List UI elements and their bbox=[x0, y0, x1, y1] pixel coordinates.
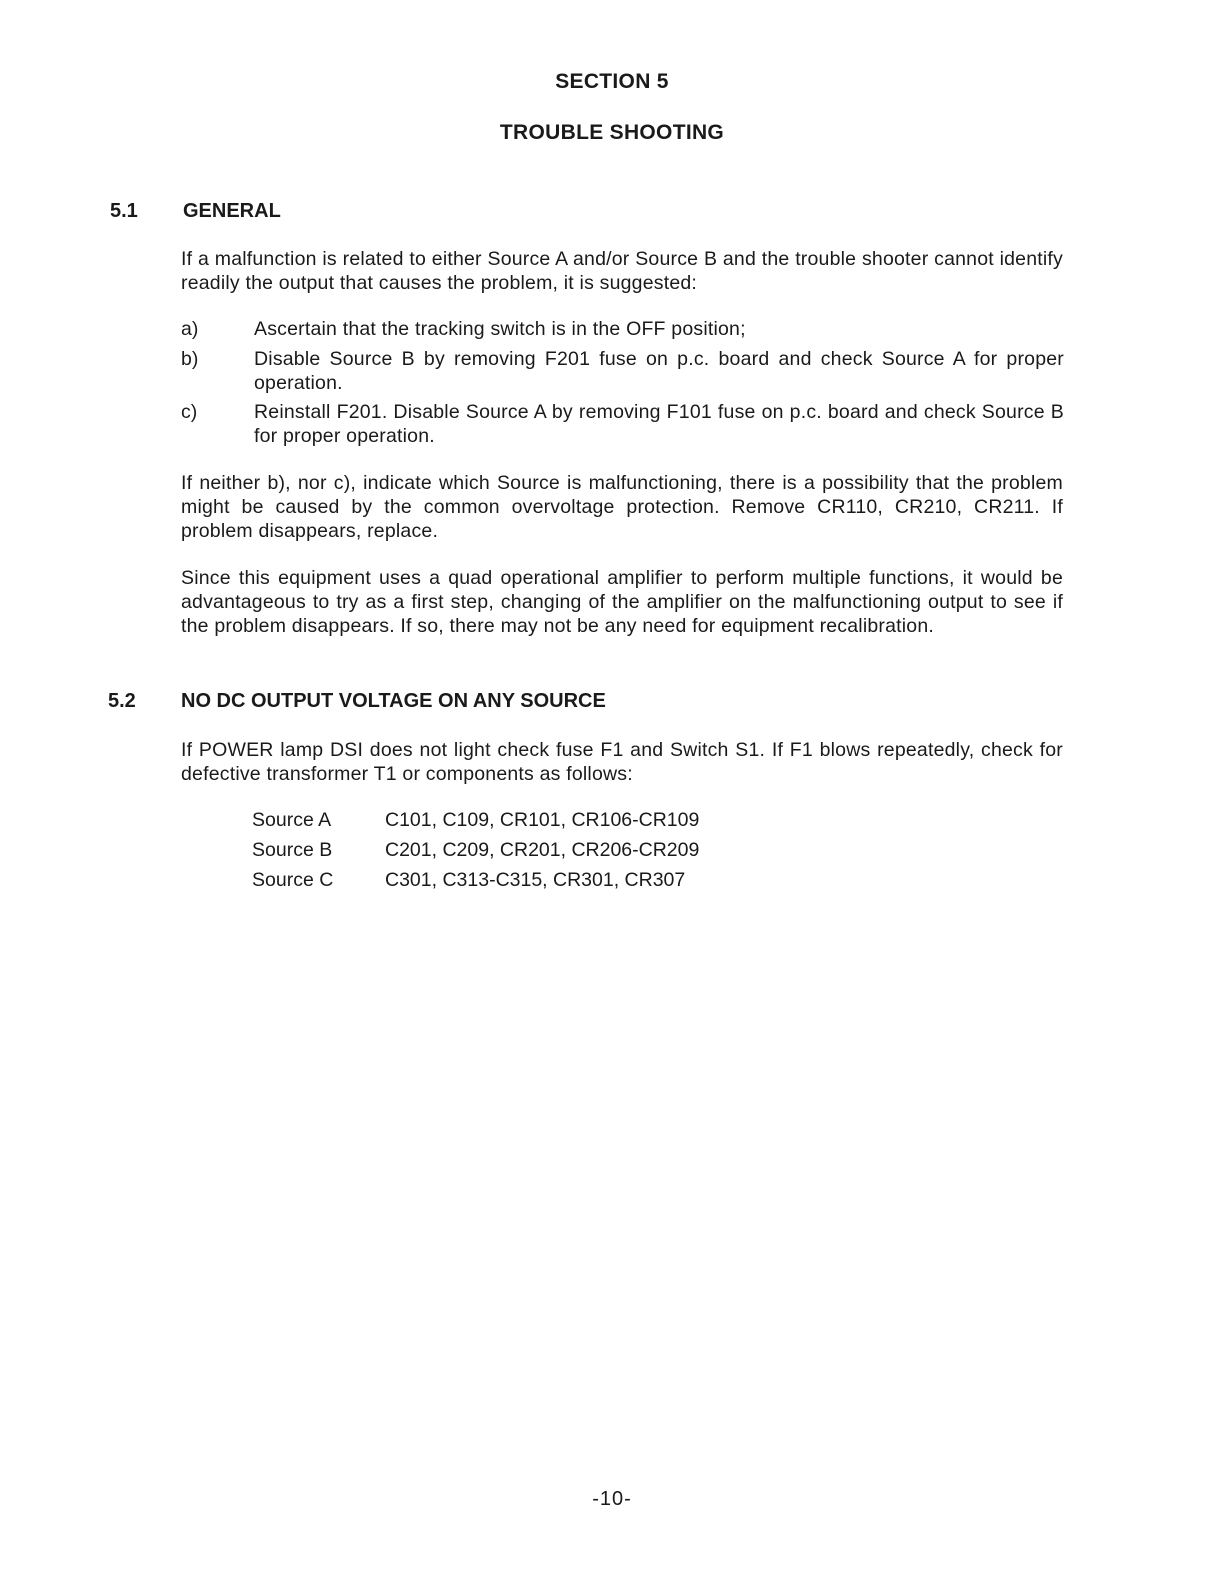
section-title: TROUBLE SHOOTING bbox=[499, 121, 725, 144]
section-5-2-number: 5.2 bbox=[108, 690, 136, 712]
power-lamp-paragraph: If POWER lamp DSI does not light check fuse F1 and Switch S1. If F1 blows repeatedly, check for defective transformer T1 or components as follows: bbox=[181, 739, 1063, 785]
source-components: C201, C209, CR201, CR206-CR209 bbox=[385, 839, 700, 861]
intro-paragraph: If a malfunction is related to either Source A and/or Source B and the trouble shooter cannot identify readily the output that causes the problem, it is suggested: bbox=[181, 248, 1063, 294]
source-components: C101, C109, CR101, CR106-CR109 bbox=[385, 809, 700, 831]
list-item-text: Reinstall F201. Disable Source A by removing F101 fuse on p.c. board and check Source B for proper operation. bbox=[254, 401, 1064, 447]
source-components: C301, C313-C315, CR301, CR307 bbox=[385, 869, 686, 891]
list-item-text: Ascertain that the tracking switch is in the OFF position; bbox=[254, 318, 746, 340]
overvoltage-paragraph: If neither b), nor c), indicate which Source is malfunctioning, there is a possibility that the problem might be caused by the common overvoltage protection. Remove CR110, CR210, CR211. If problem disappears, replace. bbox=[181, 472, 1063, 542]
list-item-label: a) bbox=[181, 318, 199, 340]
section-5-1-number: 5.1 bbox=[110, 200, 138, 222]
source-name: Source A bbox=[252, 809, 332, 831]
list-item-text: Disable Source B by removing F201 fuse on p.c. board and check Source A for proper operation. bbox=[254, 348, 1064, 394]
list-item-label: c) bbox=[181, 401, 198, 423]
section-heading: SECTION 5 bbox=[555, 70, 669, 93]
source-name: Source C bbox=[252, 869, 334, 891]
page-number: -10- bbox=[592, 1488, 632, 1510]
section-5-1-title: GENERAL bbox=[183, 200, 281, 222]
section-5-2-title: NO DC OUTPUT VOLTAGE ON ANY SOURCE bbox=[181, 690, 606, 712]
list-item-label: b) bbox=[181, 348, 199, 370]
amplifier-paragraph: Since this equipment uses a quad operational amplifier to perform multiple functions, it would be advantageous to try as a first step, changing of the amplifier on the malfunctioning output to see if the problem disappears. If so, there may not be any need for equipment recalibration. bbox=[181, 567, 1063, 637]
source-name: Source B bbox=[252, 839, 333, 861]
